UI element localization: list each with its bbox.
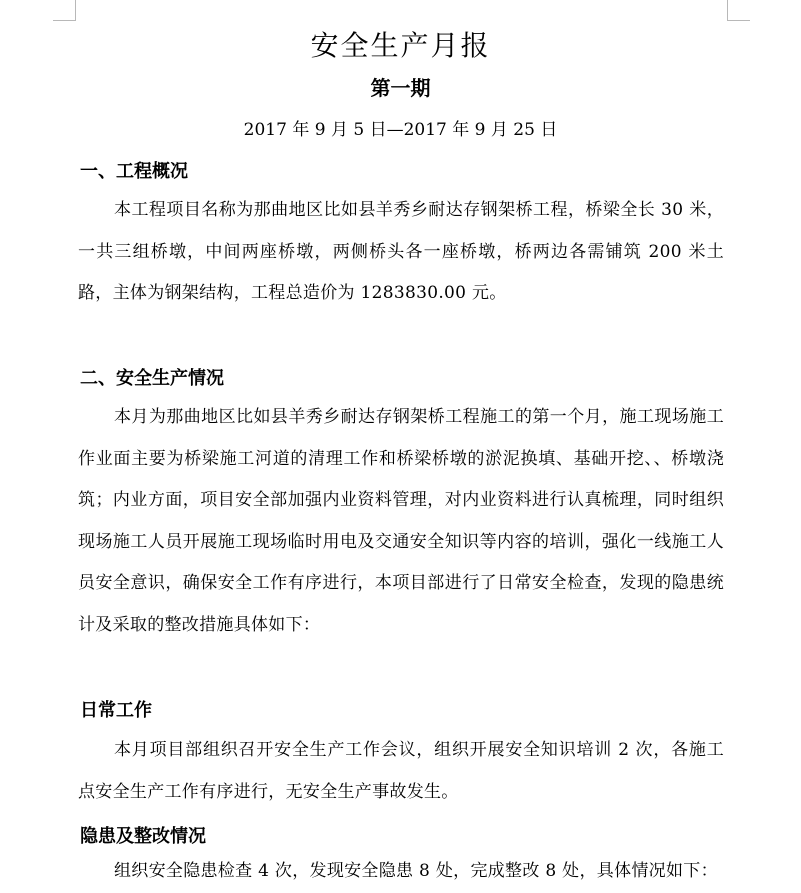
section-paragraph-hazards: 组织安全隐患检查 4 次，发现安全隐患 8 处，完成整改 8 处，具体情况如下： <box>114 861 718 881</box>
section-heading-hazards: 隐患及整改情况 <box>80 826 206 847</box>
document-title: 安全生产月报 <box>310 29 491 62</box>
section-paragraph-daily-work: 本月项目部组织召开安全生产工作会议，组织开展安全知识培训 2 次，各施工点安全生产工作有序进行，无安全生产事故发生。 <box>78 740 724 802</box>
crop-mark-top-right <box>727 0 750 21</box>
document-issue: 第一期 <box>370 76 431 100</box>
section-paragraph-safety: 本月为那曲地区比如县羊秀乡耐达存钢架桥工程施工的第一个月，施工现场施工作业面主要为桥梁施工河道的清理工作和桥梁桥墩的淤泥换填、基础开挖、、桥墩浇筑；内业方面，项目安全部加强内业资料管理，对内业资料进行认真梳理，同时组织现场施工人员开展施工现场临时用电及交通安全知识等内容的培训，强化一线施工人员安全意识，确保安全工作有序进行，本项目部进行了日常安全检查，发现的隐患统计及采取的整改措施具体如下： <box>78 407 724 635</box>
section-heading-overview: 一、工程概况 <box>80 161 188 182</box>
crop-mark-top-left <box>53 0 76 21</box>
section-paragraph-overview: 本工程项目名称为那曲地区比如县羊秀乡耐达存钢架桥工程，桥梁全长 30 米，一共三组桥墩，中间两座桥墩，两侧桥头各一座桥墩，桥两边各需铺筑 200 米土路，主体为钢架结构，工程总造价为 1283830.00 元。 <box>78 200 724 303</box>
section-heading-daily-work: 日常工作 <box>80 700 152 721</box>
section-heading-safety: 二、安全生产情况 <box>80 368 224 389</box>
document-date-range: 2017 年 9 月 5 日—2017 年 9 月 25 日 <box>243 120 558 140</box>
